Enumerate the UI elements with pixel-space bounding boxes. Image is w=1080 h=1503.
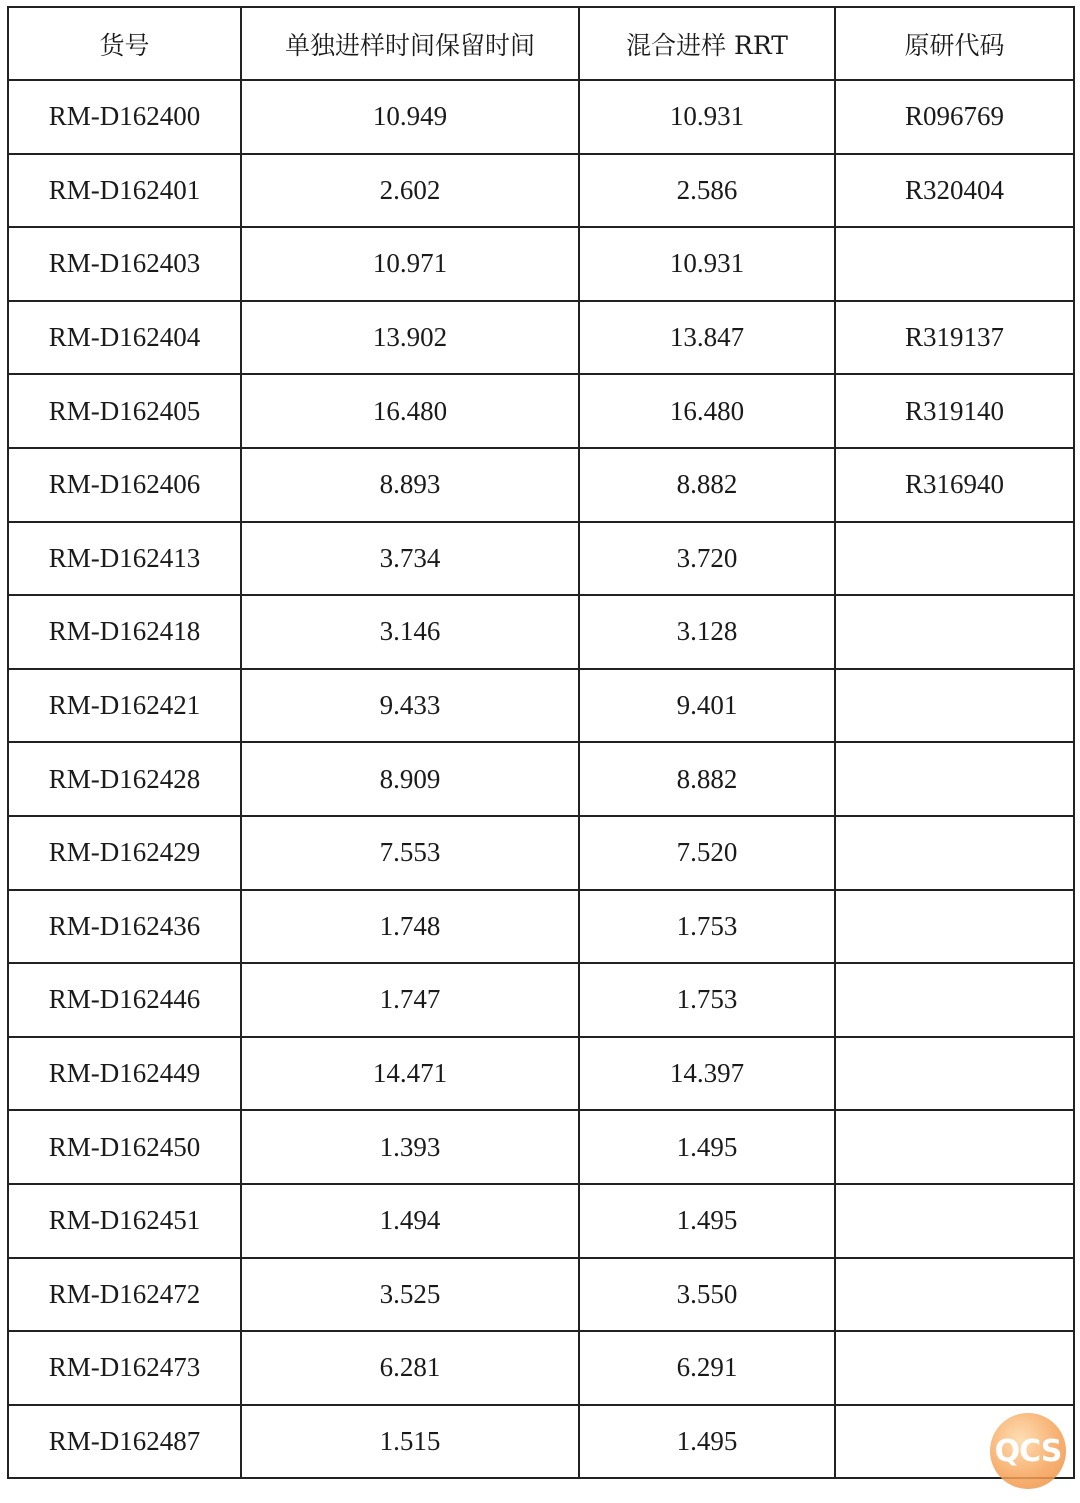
cell-originator-code: R319140: [835, 374, 1074, 448]
cell-mixed-rrt: 3.128: [579, 595, 835, 669]
cell-originator-code: [835, 1184, 1074, 1258]
header-item-number: 货号: [8, 7, 241, 80]
cell-item-number: RM-D162428: [8, 742, 241, 816]
header-mixed-rrt: 混合进样 RRT: [579, 7, 835, 80]
cell-individual-retention-time: 1.747: [241, 963, 579, 1037]
cell-item-number: RM-D162451: [8, 1184, 241, 1258]
cell-mixed-rrt: 3.550: [579, 1258, 835, 1332]
cell-mixed-rrt: 10.931: [579, 227, 835, 301]
cell-individual-retention-time: 7.553: [241, 816, 579, 890]
table-row: [8, 154, 1074, 228]
cell-individual-retention-time: 13.902: [241, 301, 579, 375]
cell-item-number: RM-D162401: [8, 154, 241, 228]
cell-item-number: RM-D162487: [8, 1405, 241, 1479]
cell-originator-code: [835, 816, 1074, 890]
cell-originator-code: [835, 1258, 1074, 1332]
cell-originator-code: [835, 522, 1074, 596]
cell-originator-code: [835, 742, 1074, 816]
table-row: [8, 963, 1074, 1037]
retention-time-table: [7, 6, 1075, 1479]
cell-originator-code: [835, 227, 1074, 301]
table-row: [8, 227, 1074, 301]
table-row: [8, 890, 1074, 964]
cell-mixed-rrt: 13.847: [579, 301, 835, 375]
cell-item-number: RM-D162404: [8, 301, 241, 375]
cell-originator-code: [835, 669, 1074, 743]
cell-individual-retention-time: 16.480: [241, 374, 579, 448]
cell-individual-retention-time: 1.515: [241, 1405, 579, 1479]
cell-item-number: RM-D162403: [8, 227, 241, 301]
cell-item-number: RM-D162473: [8, 1331, 241, 1405]
table-row: [8, 669, 1074, 743]
table-row: [8, 742, 1074, 816]
cell-individual-retention-time: 8.909: [241, 742, 579, 816]
cell-individual-retention-time: 1.748: [241, 890, 579, 964]
table-row: [8, 816, 1074, 890]
cell-originator-code: R096769: [835, 80, 1074, 154]
cell-individual-retention-time: 6.281: [241, 1331, 579, 1405]
table-row: [8, 301, 1074, 375]
cell-mixed-rrt: 6.291: [579, 1331, 835, 1405]
cell-originator-code: R316940: [835, 448, 1074, 522]
cell-mixed-rrt: 14.397: [579, 1037, 835, 1111]
cell-originator-code: [835, 1331, 1074, 1405]
cell-mixed-rrt: 9.401: [579, 669, 835, 743]
cell-mixed-rrt: 1.495: [579, 1405, 835, 1479]
cell-item-number: RM-D162450: [8, 1110, 241, 1184]
qcs-watermark-logo: [990, 1413, 1066, 1489]
cell-originator-code: R320404: [835, 154, 1074, 228]
cell-individual-retention-time: 3.146: [241, 595, 579, 669]
cell-individual-retention-time: 14.471: [241, 1037, 579, 1111]
table-row: [8, 1331, 1074, 1405]
cell-item-number: RM-D162418: [8, 595, 241, 669]
table-row: [8, 522, 1074, 596]
cell-mixed-rrt: 3.720: [579, 522, 835, 596]
cell-individual-retention-time: 9.433: [241, 669, 579, 743]
cell-originator-code: [835, 1110, 1074, 1184]
table-row: [8, 595, 1074, 669]
cell-mixed-rrt: 1.495: [579, 1110, 835, 1184]
cell-individual-retention-time: 3.734: [241, 522, 579, 596]
cell-mixed-rrt: 1.495: [579, 1184, 835, 1258]
cell-mixed-rrt: 1.753: [579, 890, 835, 964]
cell-mixed-rrt: 16.480: [579, 374, 835, 448]
cell-item-number: RM-D162413: [8, 522, 241, 596]
table-row: [8, 448, 1074, 522]
cell-originator-code: [835, 890, 1074, 964]
header-individual-retention-time: 单独进样时间保留时间: [241, 7, 579, 80]
cell-mixed-rrt: 1.753: [579, 963, 835, 1037]
cell-item-number: RM-D162436: [8, 890, 241, 964]
cell-individual-retention-time: 1.393: [241, 1110, 579, 1184]
cell-mixed-rrt: 7.520: [579, 816, 835, 890]
cell-mixed-rrt: 8.882: [579, 742, 835, 816]
cell-originator-code: [835, 595, 1074, 669]
table-row: [8, 1184, 1074, 1258]
cell-mixed-rrt: 10.931: [579, 80, 835, 154]
cell-individual-retention-time: 3.525: [241, 1258, 579, 1332]
cell-originator-code: [835, 1037, 1074, 1111]
cell-item-number: RM-D162400: [8, 80, 241, 154]
header-originator-code: 原研代码: [835, 7, 1074, 80]
cell-item-number: RM-D162429: [8, 816, 241, 890]
cell-individual-retention-time: 8.893: [241, 448, 579, 522]
table-row: [8, 1037, 1074, 1111]
cell-originator-code: R319137: [835, 301, 1074, 375]
table-row: [8, 1405, 1074, 1479]
cell-mixed-rrt: 8.882: [579, 448, 835, 522]
table-row: [8, 374, 1074, 448]
table-row: [8, 80, 1074, 154]
table-row: [8, 1110, 1074, 1184]
cell-item-number: RM-D162446: [8, 963, 241, 1037]
cell-item-number: RM-D162406: [8, 448, 241, 522]
cell-individual-retention-time: 10.949: [241, 80, 579, 154]
cell-individual-retention-time: 1.494: [241, 1184, 579, 1258]
cell-item-number: RM-D162421: [8, 669, 241, 743]
table-body: [8, 80, 1074, 1478]
table-row: [8, 1258, 1074, 1332]
cell-item-number: RM-D162405: [8, 374, 241, 448]
cell-individual-retention-time: 10.971: [241, 227, 579, 301]
table-header-row: [8, 7, 1074, 80]
cell-individual-retention-time: 2.602: [241, 154, 579, 228]
cell-originator-code: [835, 963, 1074, 1037]
watermark-text: QCS: [994, 1433, 1062, 1469]
cell-mixed-rrt: 2.586: [579, 154, 835, 228]
cell-item-number: RM-D162472: [8, 1258, 241, 1332]
cell-item-number: RM-D162449: [8, 1037, 241, 1111]
